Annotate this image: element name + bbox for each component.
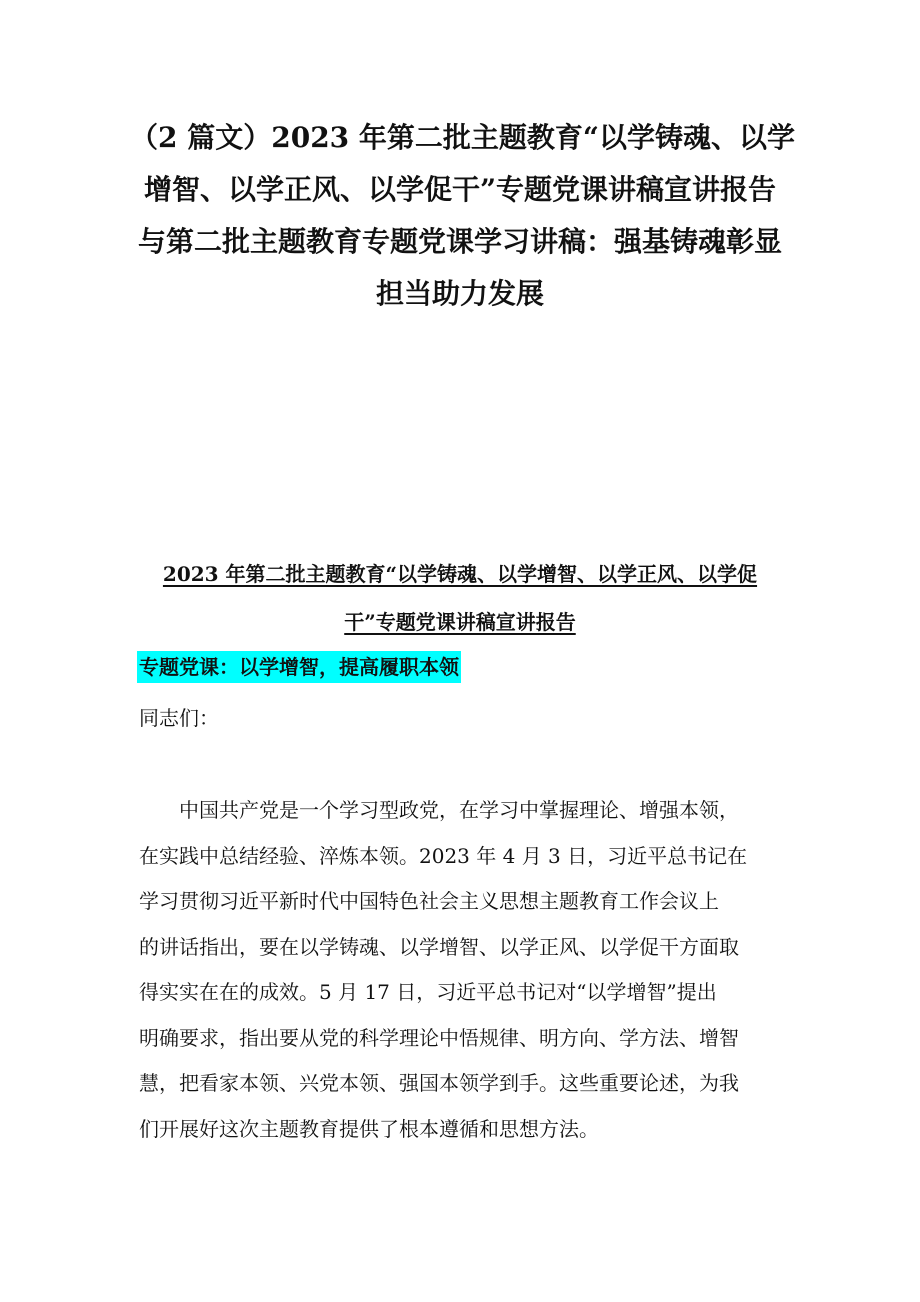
paragraph-line: 在实践中总结经验、淬炼本领。2023 年 4 月 3 日，习近平总书记在 — [139, 843, 748, 868]
paragraph-line: 得实实在在的成效。5 月 17 日，习近平总书记对“以学增智”提出 — [139, 980, 717, 1004]
salutation: 同志们： — [139, 706, 219, 730]
title-line: （2 篇文）2023 年第二批主题教育“以学铸魂、以学 — [130, 121, 796, 154]
paragraph-line: 的讲话指出，要在以学铸魂、以学增智、以学正风、以学促干方面取 — [139, 934, 739, 959]
paragraph-line: 中国共产党是一个学习型政党，在学习中掌握理论、增强本领， — [179, 798, 739, 822]
section-title-line: 干”专题党课讲稿宣讲报告 — [344, 610, 576, 634]
paragraph-line: 明确要求，指出要从党的科学理论中悟规律、明方向、学方法、增智 — [139, 1025, 739, 1050]
section-title — [130, 550, 790, 646]
title-line: 担当助力发展 — [375, 277, 544, 310]
title-line: 与第二批主题教育专题党课学习讲稿：强基铸魂彰显 — [137, 225, 782, 258]
highlighted-subheading: 专题党课：以学增智，提高履职本领 — [137, 651, 461, 683]
paragraph-line: 们开展好这次主题教育提供了根本遵循和思想方法。 — [139, 1116, 599, 1141]
section-title-line: 2023 年第二批主题教育“以学铸魂、以学增智、以学正风、以学促 — [162, 562, 758, 586]
title-line: 增智、以学正风、以学促干”专题党课讲稿宣讲报告 — [143, 173, 777, 206]
document-title — [130, 112, 796, 320]
body-paragraph — [139, 788, 799, 1152]
paragraph-line: 慧，把看家本领、兴党本领、强国本领学到手。这些重要论述，为我 — [139, 1071, 739, 1095]
paragraph-line: 学习贯彻习近平新时代中国特色社会主义思想主题教育工作会议上 — [139, 889, 719, 913]
